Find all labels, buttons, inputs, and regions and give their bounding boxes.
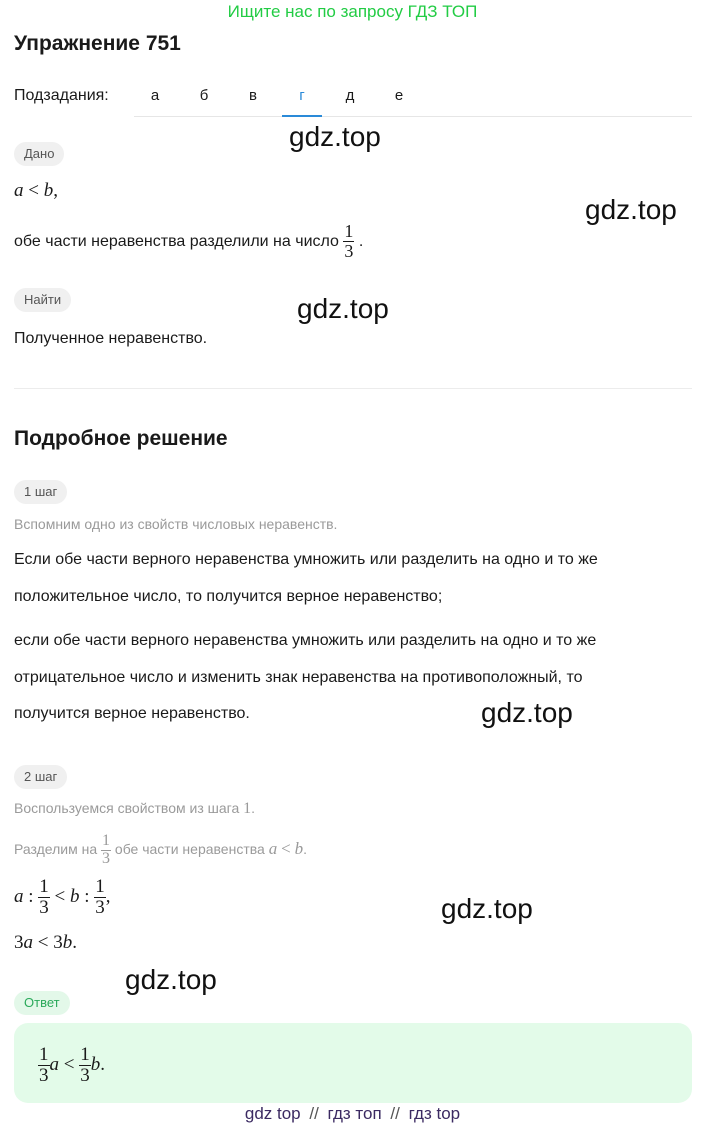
section-divider <box>14 388 692 389</box>
watermark: gdz.top <box>125 964 217 995</box>
given-inequality: a < b, <box>14 180 58 201</box>
step1-para1-line2: положительное число, то получится верное неравенство; <box>14 588 443 605</box>
tab-v[interactable]: в <box>249 87 257 104</box>
step2-calc1: a : $\frac{1}{3}$ < b : $\frac{1}{3}$ , <box>14 876 111 919</box>
step1-para2-line3: получится верное неравенство. <box>14 705 250 722</box>
given-label: Дано <box>14 142 64 166</box>
find-label: Найти <box>14 288 71 312</box>
step1-hint: Вспомним одно из свойств числовых неравенств. <box>14 516 338 532</box>
step1-para1-line1: Если обе части верного неравенства умножить или разделить на одно и то же <box>14 551 598 568</box>
watermark: gdz.top <box>297 293 389 324</box>
calc1-fraction-left: $\frac{1}{3}$ <box>39 876 49 919</box>
subtask-tabs <box>134 80 692 117</box>
page-title: Упражнение 751 <box>14 32 181 55</box>
step2-label: 2 шаг <box>14 765 67 789</box>
active-tab-indicator <box>282 115 322 117</box>
watermark: gdz.top <box>481 697 573 728</box>
footer-link-2[interactable]: гдз топ <box>327 1104 382 1123</box>
footer-link-1[interactable]: gdz top <box>244 1104 301 1123</box>
tab-d[interactable]: д <box>345 87 355 104</box>
step2-divide-fraction: $\frac{1}{3}$ <box>102 832 111 867</box>
answer-fraction-left: $\frac{1}{3}$ <box>39 1044 49 1087</box>
watermark: gdz.top <box>441 893 533 924</box>
answer-expression: $\frac{1}{3}$ a < $\frac{1}{3}$ b. <box>39 1044 105 1087</box>
watermark: gdz.top <box>289 121 381 152</box>
step1-para2-line2: отрицательное число и изменить знак неравенства на противоположный, то <box>14 669 583 686</box>
given-division: обе части неравенства разделили на число $\frac{1}{3}$ . <box>14 221 364 262</box>
watermark: gdz.top <box>585 194 677 225</box>
step1-para2-line1: если обе части верного неравенства умножить или разделить на одно и то же <box>14 632 597 649</box>
answer-label: Ответ <box>14 991 70 1015</box>
tab-b[interactable]: б <box>199 87 209 104</box>
step1-label: 1 шаг <box>14 480 67 504</box>
tab-a[interactable]: а <box>150 87 160 104</box>
find-text: Полученное неравенство. <box>14 330 208 347</box>
solution-title: Подробное решение <box>14 427 228 450</box>
step2-calc2: 3a < 3b. <box>14 932 77 953</box>
footer-link-3[interactable]: гдз top <box>408 1104 461 1123</box>
step2-divide: Разделим на $\frac{1}{3}$ обе части неравенства a < b. <box>14 832 307 867</box>
step2-hint: Воспользуемся свойством из шага 1. <box>14 800 256 817</box>
tab-e[interactable]: е <box>394 87 404 104</box>
subtasks-label: Подзадания: <box>14 87 109 104</box>
calc1-fraction-right: $\frac{1}{3}$ <box>95 876 105 919</box>
answer-fraction-right: $\frac{1}{3}$ <box>80 1044 90 1087</box>
footer-separator: // <box>309 1104 319 1123</box>
tab-g[interactable]: г <box>299 87 305 104</box>
footer-separator: // <box>390 1104 400 1123</box>
answer-box <box>14 1023 692 1103</box>
footer <box>0 1104 705 1124</box>
given-fraction: $\frac{1}{3}$ <box>344 221 354 262</box>
top-banner: Ищите нас по запросу ГДЗ ТОП <box>227 2 478 21</box>
